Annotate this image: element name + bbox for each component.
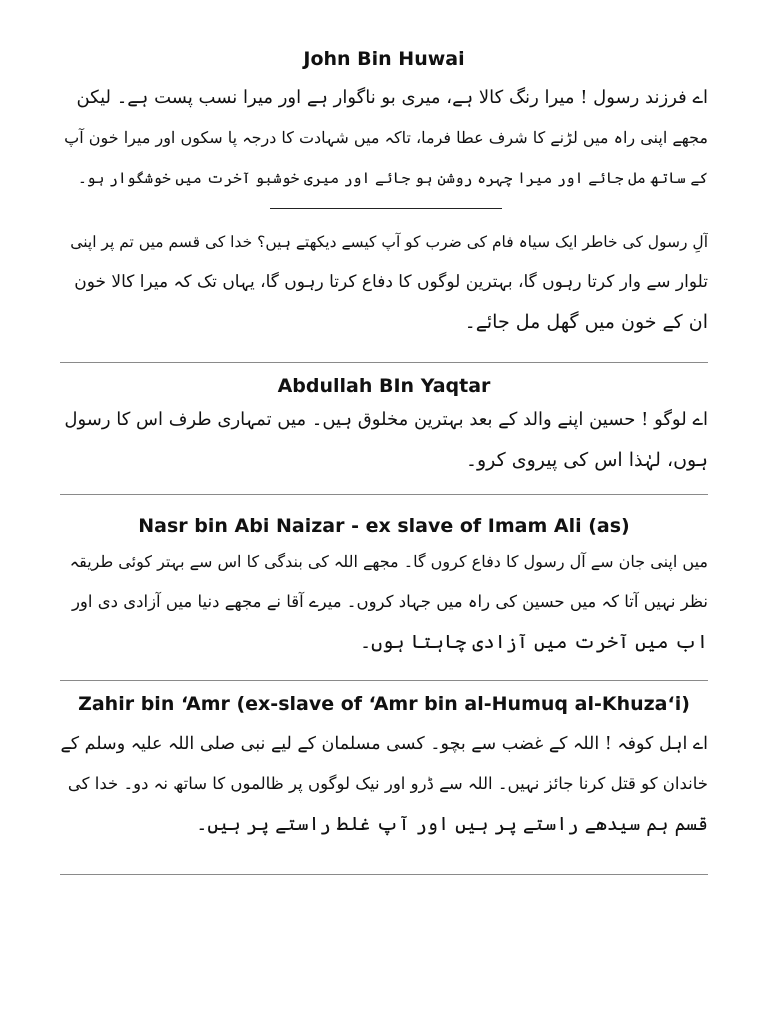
section-heading: Zahir bin ‘Amr (ex-slave of ‘Amr bin al-Humuq al-Khuza‘i) — [78, 693, 690, 715]
paragraph-text — [60, 542, 708, 662]
paragraph-line: اے اہل کوفہ ! اللہ کے غضب سے بچو۔ کسی مسلمان کے لیے نبی صلی اللہ علیہ وسلم کے — [60, 734, 708, 754]
paragraph-line: اب میں آخرت میں آزادی چاہتا ہوں۔ — [360, 631, 708, 653]
paragraph-line: تلوار سے وار کرتا رہوں گا، بہترین لوگوں کا دفاع کرتا رہوں گا، یہاں تک کہ میرا کالا خون — [74, 272, 708, 292]
urdu-paragraph — [60, 724, 708, 844]
paragraph-line: اے فرزند رسول ! میرا رنگ کالا ہے، میری بو ناگوار ہے اور میرا نسب پست ہے۔ لیکن — [76, 87, 708, 108]
section-zahir-bin-amr — [60, 692, 708, 716]
paragraph-line: ان کے خون میں گھل مل جائے۔ — [464, 311, 708, 333]
section-divider — [60, 680, 708, 681]
paragraph-line: مجھے اپنی راہ میں لڑنے کا شرف عطا فرما، تاکہ میں شہادت کا درجہ پا سکوں اور میرا خون آپ — [64, 128, 708, 147]
paragraph-line: خاندان کو قتل کرنا جائز نہیں۔ اللہ سے ڈرو اور نیک لوگوں پر ظالموں کا ساتھ نہ دو۔ خدا کی — [67, 774, 708, 793]
section-divider — [60, 362, 708, 363]
paragraph-line: ہوں، لہٰذا اس کی پیروی کرو۔ — [465, 449, 708, 471]
paragraph-line: نظر نہیں آتا کہ میں حسین کی راہ میں جہاد کروں۔ میرے آقا نے مجھے دنیا میں آزادی دی اور — [71, 592, 708, 611]
section-john-bin-huwai — [60, 47, 708, 71]
section-nasr-bin-abi-naizar — [60, 514, 708, 538]
urdu-paragraph — [60, 400, 708, 480]
paragraph-text — [60, 222, 708, 342]
section-divider — [60, 494, 708, 495]
paragraph-line: قسم ہم سیدھے راستے پر ہیں اور آپ غلط راستے پر ہیں۔ — [196, 813, 708, 835]
section-divider — [60, 874, 708, 875]
paragraph-line: آلِ رسول کی خاطر ایک سیاہ فام کی ضرب کو آپ کیسے دیکھتے ہیں؟ خدا کی قسم میں تم پر اپنی — [70, 233, 708, 251]
urdu-paragraph — [60, 222, 708, 342]
paragraph-line: میں اپنی جان سے آل رسول کا دفاع کروں گا۔ مجھے اللہ کی بندگی کا اس سے بہتر کوئی طریقہ — [69, 552, 708, 571]
paragraph-line: کے ساتھ مل جائے اور میرا چہرہ روشن ہو جائے اور میری خوشبو آخرت میں خوشگوار ہو۔ — [78, 169, 708, 187]
paragraph-line: اے لوگو ! حسین اپنے والد کے بعد بہترین مخلوق ہیں۔ میں تمہاری طرف اس کا رسول — [64, 409, 708, 430]
paragraph-text — [60, 724, 708, 844]
urdu-paragraph — [60, 78, 708, 198]
paragraph-text — [60, 400, 708, 480]
short-divider — [270, 208, 502, 209]
section-heading: Abdullah BIn Yaqtar — [277, 375, 491, 397]
urdu-paragraph — [60, 542, 708, 662]
paragraph-text — [60, 78, 708, 198]
section-abdullah-bin-yaqtar — [60, 374, 708, 398]
section-heading: Nasr bin Abi Naizar - ex slave of Imam Ali (as) — [138, 515, 630, 537]
section-heading: John Bin Huwai — [303, 48, 465, 70]
